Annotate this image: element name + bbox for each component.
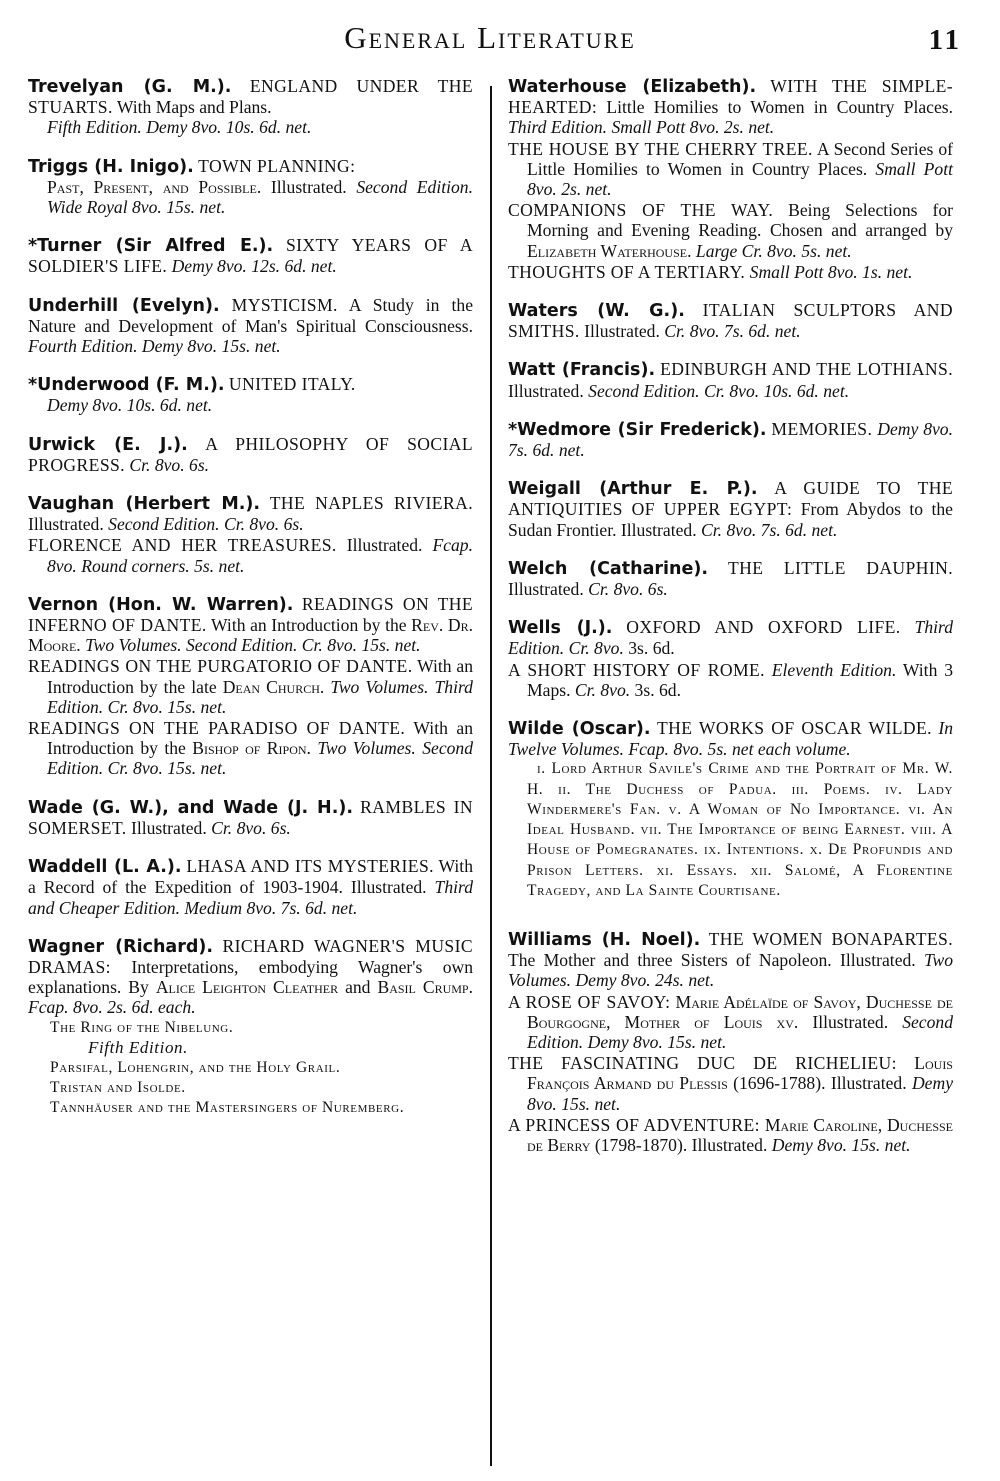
catalog-entry — [28, 936, 473, 1119]
catalog-entry — [28, 295, 473, 357]
entry-format: Small Pott 8vo. — [749, 261, 858, 282]
entry-subtitle: Marie Caroline, Duchesse de Berry (1798-1870). — [527, 1114, 954, 1155]
entry-format: Medium 8vo. — [184, 897, 277, 918]
sub-volume: The Ring of the Nibelung. — [50, 1018, 234, 1036]
entry-price: 12s. 6d. net. — [251, 256, 337, 277]
entry-subtitle: Louis François Armand du Plessis (1696-1788). — [527, 1053, 953, 1094]
entry-volumes: Two Volumes. — [85, 635, 182, 656]
entry-format: Cr. 8vo. — [211, 817, 267, 838]
catalog-entry — [508, 76, 953, 282]
entry-format: Fcap. 8vo. — [628, 739, 704, 760]
entry-title: ENGLAND UNDER THE STUARTS. — [28, 76, 473, 118]
entry-edition: Third Edition. — [47, 676, 473, 717]
entry-author: Waterhouse (Elizabeth). — [508, 77, 757, 97]
entry-title: THE FASCINATING DUC DE RICHELIEU: — [508, 1053, 897, 1074]
catalog-entry — [28, 374, 473, 415]
sub-volume-edition: Fifth Edition. — [88, 1037, 189, 1057]
catalog-entry — [508, 558, 953, 599]
catalog-entry — [28, 235, 473, 276]
entry-price: 24s. net. — [655, 970, 715, 991]
entry-format: Demy 8vo. — [171, 256, 247, 277]
entry-format: Demy 8vo. — [527, 1073, 953, 1114]
entry-title: MYSTICISM. — [231, 294, 338, 315]
entry-title: UNITED ITALY. — [228, 374, 356, 395]
entry-price: 1s. net. — [862, 261, 913, 282]
entry-title: A SHORT HISTORY OF ROME. — [508, 659, 765, 680]
entry-title: A PHILOSOPHY OF SOCIAL PROGRESS. — [28, 433, 474, 475]
entry-title: LHASA AND ITS MYSTERIES. — [186, 856, 434, 877]
entry-author: *Turner (Sir Alfred E.). — [28, 236, 274, 257]
entry-author: *Underwood (F. M.). — [28, 375, 225, 396]
entry-desc: With a Record of the Expedition of 1903-1904. Illustrated. — [28, 856, 473, 898]
entry-author: Waddell (L. A.). — [28, 857, 182, 878]
entry-format: Demy 8vo. — [47, 395, 123, 416]
entry-edition: Second Edition. — [588, 380, 700, 401]
entry-author: Wells (J.). — [508, 618, 613, 639]
entry-price: 15s. net. — [561, 1093, 621, 1114]
entry-price: 2s. net. — [561, 179, 612, 200]
entry-price: 6s. — [647, 579, 668, 600]
running-head — [0, 20, 1000, 62]
entry-author: Wade (G. W.), and Wade (J. H.). — [28, 797, 353, 818]
entry-price: 15s. net. — [361, 635, 421, 656]
entry-edition: Second Edition. — [47, 738, 474, 779]
catalog-entry — [508, 718, 953, 901]
entry-format: Cr. 8vo. — [568, 638, 624, 659]
entry-title: ITALIAN SCULPTORS AND SMITHS. — [508, 300, 953, 342]
entry-title: SIXTY YEARS OF A SOLDIER'S LIFE. — [28, 235, 473, 277]
catalog-entry — [508, 300, 953, 341]
entry-author: Watt (Francis). — [508, 360, 656, 381]
entry-format: Cr. 8vo. — [301, 635, 358, 656]
entry-person: Dean Church. — [222, 676, 325, 697]
entry-format: Small Pott 8vo. — [527, 158, 953, 200]
entry-author: Underhill (Evelyn). — [28, 295, 220, 316]
entry-edition: Second Edition. — [356, 176, 473, 197]
entry-price: 7s. 6d. net. — [508, 440, 585, 461]
catalog-entry — [508, 419, 953, 460]
entry-price: 15s. net. — [221, 336, 281, 357]
entry-edition: Third and Cheaper Edition. — [28, 877, 473, 918]
entry-desc: Illustrated. — [830, 1073, 907, 1094]
entry-desc: Little Homilies to Women in Country Places. — [606, 97, 953, 118]
entry-desc: The Mother and three Sisters of Napoleon. Illustrated. — [508, 950, 916, 971]
entry-edition: Third Edition. — [508, 617, 953, 659]
catalog-entry — [508, 617, 953, 700]
entry-format: Cr. 8vo. — [129, 454, 185, 475]
entry-price: 6s. — [270, 817, 291, 838]
entry-desc: Illustrated. — [346, 535, 423, 556]
catalog-entry — [28, 493, 473, 576]
entry-volumes: In Twelve Volumes. — [508, 718, 954, 760]
entry-author: Williams (H. Noel). — [508, 929, 701, 950]
catalog-entry — [28, 156, 473, 218]
entry-title: OXFORD AND OXFORD LIFE. — [626, 617, 901, 638]
entry-title: RAMBLES IN SOMERSET. — [28, 796, 473, 838]
right-column — [508, 76, 953, 1173]
entry-person: Bishop of Ripon. — [192, 738, 311, 759]
sub-volume: Parsifal, Lohengrin, and the Holy Grail. — [50, 1058, 341, 1076]
entry-format: Cr. 8vo. — [664, 321, 720, 342]
entry-desc: With Maps and Plans. — [116, 97, 272, 118]
entry-author: Vaughan (Herbert M.). — [28, 494, 261, 515]
entry-price: 10s. 6d. net. — [225, 117, 312, 138]
left-column — [28, 76, 473, 1137]
entry-title: THE LITTLE DAUPHIN. — [728, 557, 953, 578]
entry-author: Weigall (Arthur E. P.). — [508, 479, 758, 500]
entry-format: Cr. 8vo. — [107, 758, 163, 779]
entry-author: Waters (W. G.). — [508, 301, 685, 322]
entry-desc: With an Introduction by the — [211, 615, 407, 636]
entry-title: RICHARD WAGNER'S MUSIC DRAMAS: — [28, 935, 473, 977]
entry-price: 15s. net. — [167, 758, 227, 779]
entry-title: THE NAPLES RIVIERA. — [269, 493, 473, 514]
entry-desc: With an Introduction by the late — [47, 656, 473, 697]
entry-format: Cr. 8vo. — [574, 679, 631, 700]
entry-price: 15s. net. — [851, 1134, 911, 1155]
entry-desc: Being Selections for Morning and Evening Reading. Chosen and arranged by — [527, 200, 953, 241]
entry-subtitle: Marie Adélaïde of Savoy, Duchesse de Bourgogne, Mother of Louis xv. — [527, 991, 953, 1032]
entry-desc: From Abydos to the Sudan Frontier. Illustrated. — [508, 499, 953, 540]
entry-title: COMPANIONS OF THE WAY. — [508, 200, 774, 221]
entry-desc: With 3 Maps. — [527, 659, 953, 700]
entry-price: 15s. net. — [667, 1031, 727, 1052]
entry-title: A PRINCESS OF ADVENTURE: — [508, 1114, 760, 1135]
entry-format: Demy 8vo. — [877, 418, 953, 439]
entry-title: THOUGHTS OF A TERTIARY. — [508, 261, 746, 282]
entry-format: Cr. 8vo. — [588, 579, 644, 600]
entry-volumes: Two Volumes. — [330, 676, 429, 697]
entry-title: THE HOUSE BY THE CHERRY TREE. — [508, 138, 813, 159]
entry-format: Wide Royal 8vo. — [47, 197, 162, 218]
entry-desc: Illustrated. — [131, 817, 207, 838]
entry-desc: A Second Series of Little Homilies to Women in Country Places. — [527, 138, 953, 179]
entry-volumes: Two Volumes. — [317, 738, 416, 759]
entry-price: 3s. 6d. — [628, 638, 675, 659]
entry-desc: Illustrated. — [691, 1134, 768, 1155]
entry-price: 7s. 6d. net. — [760, 519, 838, 540]
entry-person: Elizabeth Waterhouse. — [527, 240, 692, 261]
catalog-entry — [28, 594, 473, 779]
entry-price: 2s. 6d. each. — [107, 997, 196, 1018]
entry-title: TOWN PLANNING: — [198, 155, 356, 176]
sub-volume: Tannhäuser and the Mastersingers of Nuremberg. — [50, 1099, 405, 1117]
entry-author: Triggs (H. Inigo). — [28, 156, 194, 177]
entry-title: READINGS ON THE PARADISO OF DANTE. — [28, 718, 406, 739]
entry-author: Urwick (E. J.). — [28, 434, 188, 455]
entry-desc: Interpretations, embodying Wagner's own explanations. By — [28, 956, 473, 998]
entry-price: 6s. — [283, 514, 304, 535]
volume-list: i. Lord Arthur Savile's Crime and the Portrait of Mr. W. H. ii. The Duchess of Padua. iii. Poems. iv. Lady Windermere's Fan. v. A Woman of No Importance. vi. An Ideal Husband. vii. The Importance of being Earnest. viii. A House of Pomegranates. ix. Intentions. x. De Profundis and Prison Letters. xi. Essays. xii. Salomé, A Florentine Tragedy, and La Sainte Courtisane. — [527, 760, 953, 899]
entry-price: 10s. 6d. net. — [763, 380, 850, 401]
entry-format: Demy 8vo. — [146, 117, 222, 138]
entry-desc: Illustrated. — [270, 176, 347, 197]
entry-price: 7s. 6d. net. — [280, 897, 358, 918]
entry-author: Trevelyan (G. M.). — [28, 77, 232, 97]
sub-volume: Tristan and Isolde. — [50, 1079, 186, 1097]
catalog-entry — [508, 929, 953, 1155]
entry-desc: Illustrated. — [508, 380, 584, 401]
entry-format: Fcap. 8vo. — [28, 997, 103, 1018]
entry-format: Large Cr. 8vo. — [695, 240, 797, 261]
entry-price: 10s. 6d. net. — [126, 395, 213, 416]
entry-author: Wagner (Richard). — [28, 936, 214, 957]
entry-price: 7s. 6d. net. — [723, 321, 801, 342]
entry-format: Fcap. 8vo. — [47, 535, 473, 576]
catalog-entry — [28, 434, 473, 475]
entry-desc: and — [345, 977, 371, 998]
entry-title: MEMORIES. — [771, 418, 873, 439]
catalog-entry — [28, 76, 473, 138]
entry-note: Round corners. — [81, 555, 190, 576]
entry-desc: A Study in the Nature and Development of Man's Spiritual Consciousness. — [28, 294, 474, 336]
entry-title: A ROSE OF SAVOY: — [508, 991, 671, 1012]
entry-format: Cr. 8vo. — [703, 380, 760, 401]
entry-desc: Illustrated. — [812, 1011, 889, 1032]
entry-title: THE WORKS OF OSCAR WILDE. — [656, 718, 932, 739]
entry-edition: Fifth Edition. — [47, 117, 142, 138]
page-number: 11 — [928, 24, 962, 56]
entry-desc: Illustrated. — [28, 514, 104, 535]
entry-title: EDINBURGH AND THE LOTHIANS. — [660, 359, 953, 380]
entry-person: Basil Crump. — [377, 977, 473, 998]
entry-author: Welch (Catharine). — [508, 558, 708, 579]
entry-format: Demy 8vo. — [575, 970, 651, 991]
column-divider — [490, 86, 492, 1466]
entry-edition: Second Edition. — [527, 1011, 953, 1052]
entry-title: A GUIDE TO THE ANTIQUITIES OF UPPER EGYPT: — [508, 478, 953, 520]
catalog-entry — [508, 359, 953, 400]
entry-author: Wilde (Oscar). — [508, 719, 651, 740]
catalog-entry — [28, 797, 473, 838]
entry-edition: Eleventh Edition. — [771, 659, 897, 680]
entry-title: FLORENCE AND HER TREASURES. — [28, 535, 337, 556]
entry-price: 15s. net. — [167, 696, 227, 717]
entry-title: READINGS ON THE PURGATORIO OF DANTE. — [28, 656, 413, 677]
entry-subtitle: Past, Present, and Possible. — [47, 176, 262, 197]
entry-format: Demy 8vo. — [587, 1031, 663, 1052]
catalog-entry — [508, 478, 953, 540]
entry-author: *Wedmore (Sir Frederick). — [508, 419, 767, 440]
entry-person: Alice Leighton Cleather — [155, 977, 339, 998]
entry-edition: Fourth Edition. — [28, 336, 138, 357]
entry-price: 2s. net. — [723, 117, 775, 138]
entry-price: 5s. net each volume. — [707, 739, 851, 760]
entry-title: WITH THE SIMPLE-HEARTED: — [508, 76, 953, 118]
entry-title: THE WOMEN BONAPARTES. — [708, 928, 953, 949]
entry-format: Small Pott 8vo. — [611, 117, 720, 138]
entry-title: READINGS ON THE INFERNO OF DANTE. — [28, 593, 473, 636]
entry-price: 3s. 6d. — [634, 679, 681, 700]
entry-format: Demy 8vo. — [771, 1134, 848, 1155]
entry-format: Cr. 8vo. — [701, 519, 757, 540]
entry-format: Cr. 8vo. — [223, 514, 280, 535]
entry-person: Rev. Dr. Moore. — [28, 615, 474, 656]
entry-edition: Second Edition. — [185, 635, 298, 656]
entry-edition: Second Edition. — [108, 514, 220, 535]
entry-desc: With an Introduction by the — [47, 718, 473, 759]
entry-format: Cr. 8vo. — [107, 696, 163, 717]
entry-price: 5s. net. — [801, 240, 852, 261]
catalog-entry — [28, 856, 473, 918]
entry-volumes: Two Volumes. — [508, 950, 953, 991]
entry-desc: Illustrated. — [508, 579, 584, 600]
entry-author: Vernon (Hon. W. Warren). — [28, 594, 294, 615]
entry-desc: Illustrated. — [584, 321, 660, 342]
entry-format: Demy 8vo. — [141, 336, 218, 357]
entry-price: 15s. net. — [166, 197, 226, 218]
entry-price: 6s. — [189, 454, 210, 475]
entry-edition: Third Edition. — [508, 117, 608, 138]
page-title: General Literature — [344, 20, 636, 55]
entry-price: 5s. net. — [194, 555, 245, 576]
